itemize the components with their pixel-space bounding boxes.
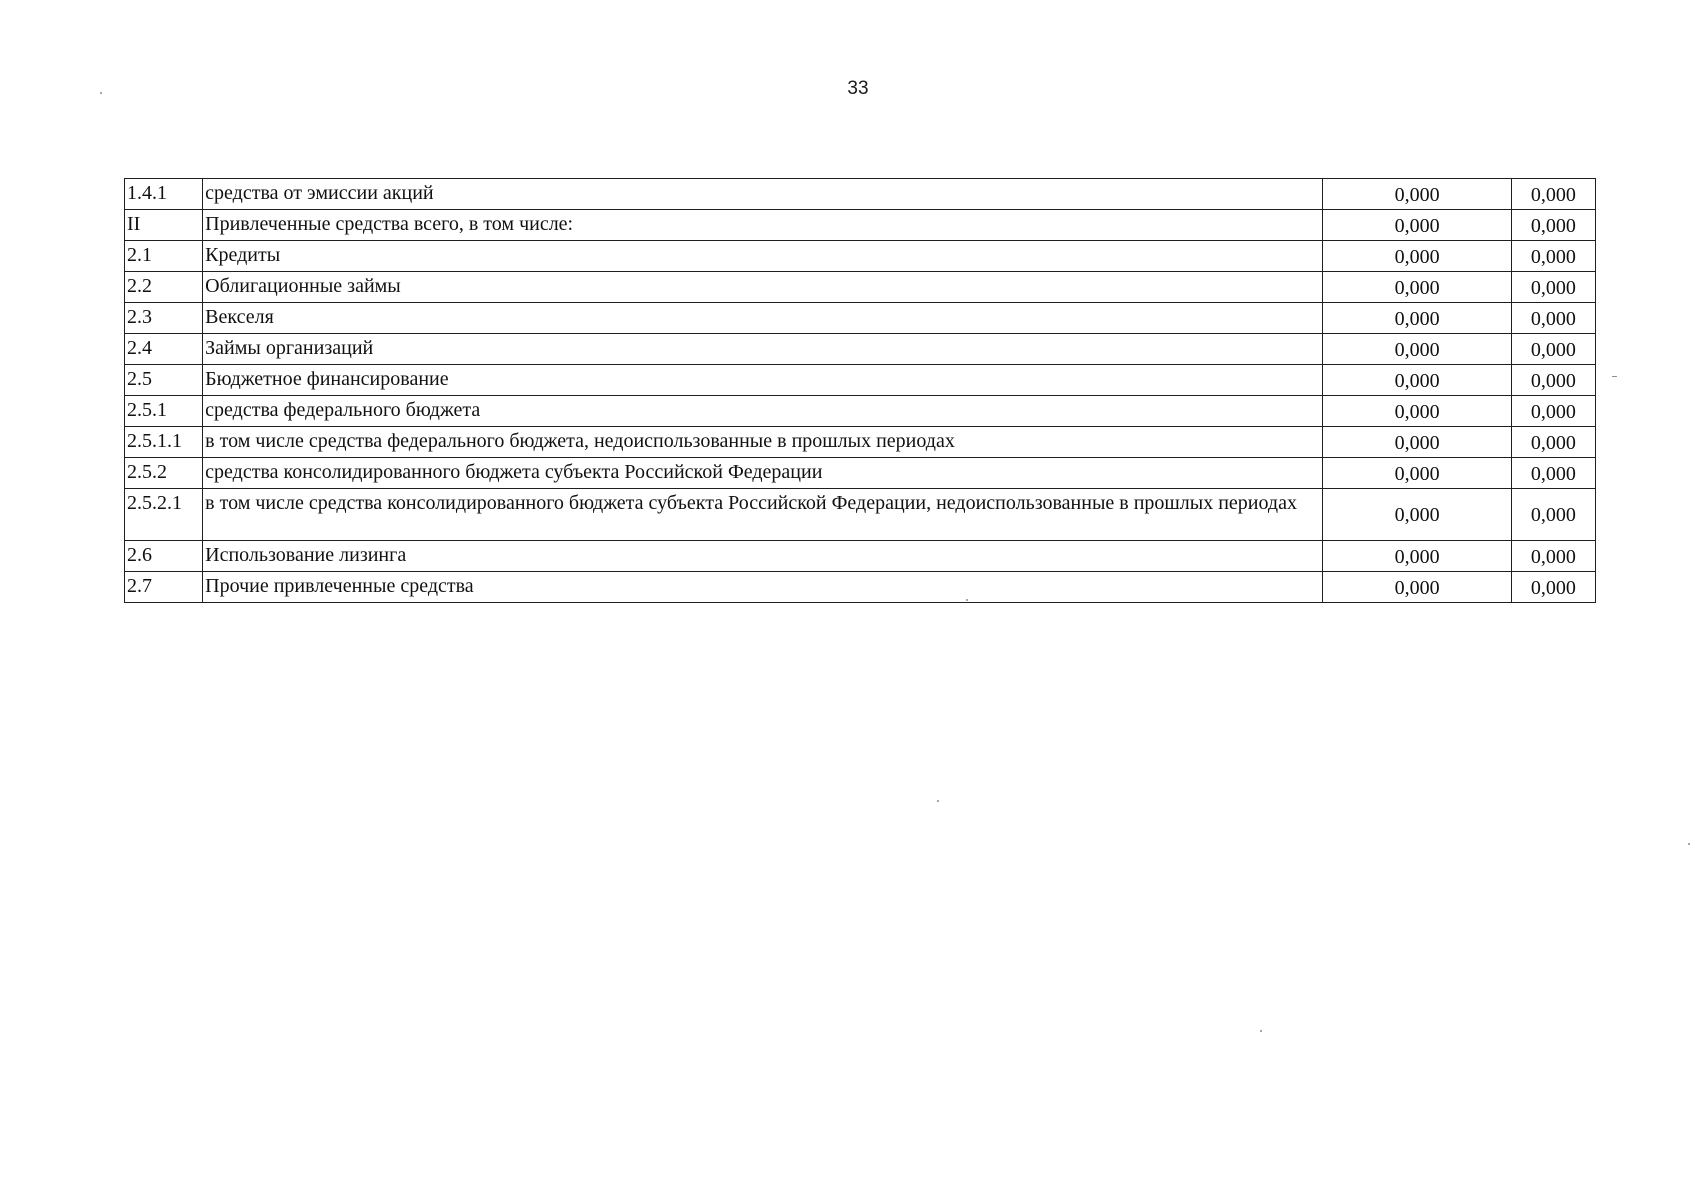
scan-speck <box>1260 1030 1262 1032</box>
financing-sources-table <box>124 178 1596 603</box>
table-row <box>125 572 1596 603</box>
row-number: 2.1 <box>125 241 203 272</box>
row-value-1: 0,000 <box>1323 458 1511 489</box>
table-row <box>125 272 1596 303</box>
row-value-1: 0,000 <box>1323 541 1511 572</box>
row-label: Векселя <box>203 303 1323 334</box>
row-value-2: 0,000 <box>1511 365 1595 396</box>
row-label: Привлеченные средства всего, в том числе: <box>203 210 1323 241</box>
row-label: Использование лизинга <box>203 541 1323 572</box>
table-row <box>125 334 1596 365</box>
row-value-1: 0,000 <box>1323 489 1511 541</box>
row-value-1: 0,000 <box>1323 272 1511 303</box>
row-value-1: 0,000 <box>1323 210 1511 241</box>
scan-speck <box>1612 376 1617 377</box>
scan-speck <box>966 599 968 601</box>
row-value-2: 0,000 <box>1511 241 1595 272</box>
row-value-1: 0,000 <box>1323 303 1511 334</box>
table-row <box>125 303 1596 334</box>
table-row <box>125 179 1596 210</box>
row-number: 1.4.1 <box>125 179 203 210</box>
row-value-2: 0,000 <box>1511 179 1595 210</box>
table-row <box>125 210 1596 241</box>
row-number: 2.5.1 <box>125 396 203 427</box>
row-label: Прочие привлеченные средства <box>203 572 1323 603</box>
table-row <box>125 458 1596 489</box>
row-value-2: 0,000 <box>1511 272 1595 303</box>
row-label: Бюджетное финансирование <box>203 365 1323 396</box>
table-row <box>125 365 1596 396</box>
row-value-1: 0,000 <box>1323 179 1511 210</box>
row-label: средства от эмиссии акций <box>203 179 1323 210</box>
table-row <box>125 241 1596 272</box>
row-number: 2.6 <box>125 541 203 572</box>
row-label: в том числе средства федерального бюджета, недоиспользованные в прошлых периодах <box>203 427 1323 458</box>
row-value-1: 0,000 <box>1323 334 1511 365</box>
row-label: Облигационные займы <box>203 272 1323 303</box>
row-number: 2.5.2 <box>125 458 203 489</box>
row-label: Кредиты <box>203 241 1323 272</box>
row-value-2: 0,000 <box>1511 210 1595 241</box>
row-value-2: 0,000 <box>1511 427 1595 458</box>
table-body <box>125 179 1596 603</box>
table-row <box>125 541 1596 572</box>
row-value-2: 0,000 <box>1511 396 1595 427</box>
scan-speck <box>937 800 939 802</box>
row-number: 2.4 <box>125 334 203 365</box>
row-number: 2.5.1.1 <box>125 427 203 458</box>
table-row <box>125 489 1596 541</box>
scan-speck <box>100 92 102 94</box>
row-number: 2.5.2.1 <box>125 489 203 541</box>
row-label: средства федерального бюджета <box>203 396 1323 427</box>
page-number: 33 <box>847 78 869 99</box>
row-label: средства консолидированного бюджета субъекта Российской Федерации <box>203 458 1323 489</box>
row-value-1: 0,000 <box>1323 396 1511 427</box>
row-value-1: 0,000 <box>1323 427 1511 458</box>
row-value-2: 0,000 <box>1511 489 1595 541</box>
row-value-2: 0,000 <box>1511 541 1595 572</box>
row-value-1: 0,000 <box>1323 241 1511 272</box>
row-value-2: 0,000 <box>1511 303 1595 334</box>
table-row <box>125 427 1596 458</box>
row-number: 2.5 <box>125 365 203 396</box>
row-number: 2.7 <box>125 572 203 603</box>
row-value-2: 0,000 <box>1511 334 1595 365</box>
row-number: II <box>125 210 203 241</box>
row-value-2: 0,000 <box>1511 458 1595 489</box>
row-value-1: 0,000 <box>1323 572 1511 603</box>
row-number: 2.3 <box>125 303 203 334</box>
scan-speck <box>1688 843 1690 845</box>
row-number: 2.2 <box>125 272 203 303</box>
table-row <box>125 396 1596 427</box>
row-value-2: 0,000 <box>1511 572 1595 603</box>
row-label: Займы организаций <box>203 334 1323 365</box>
row-value-1: 0,000 <box>1323 365 1511 396</box>
row-label: в том числе средства консолидированного бюджета субъекта Российской Федерации, недоиспользованные в прошлых периодах <box>203 489 1323 541</box>
